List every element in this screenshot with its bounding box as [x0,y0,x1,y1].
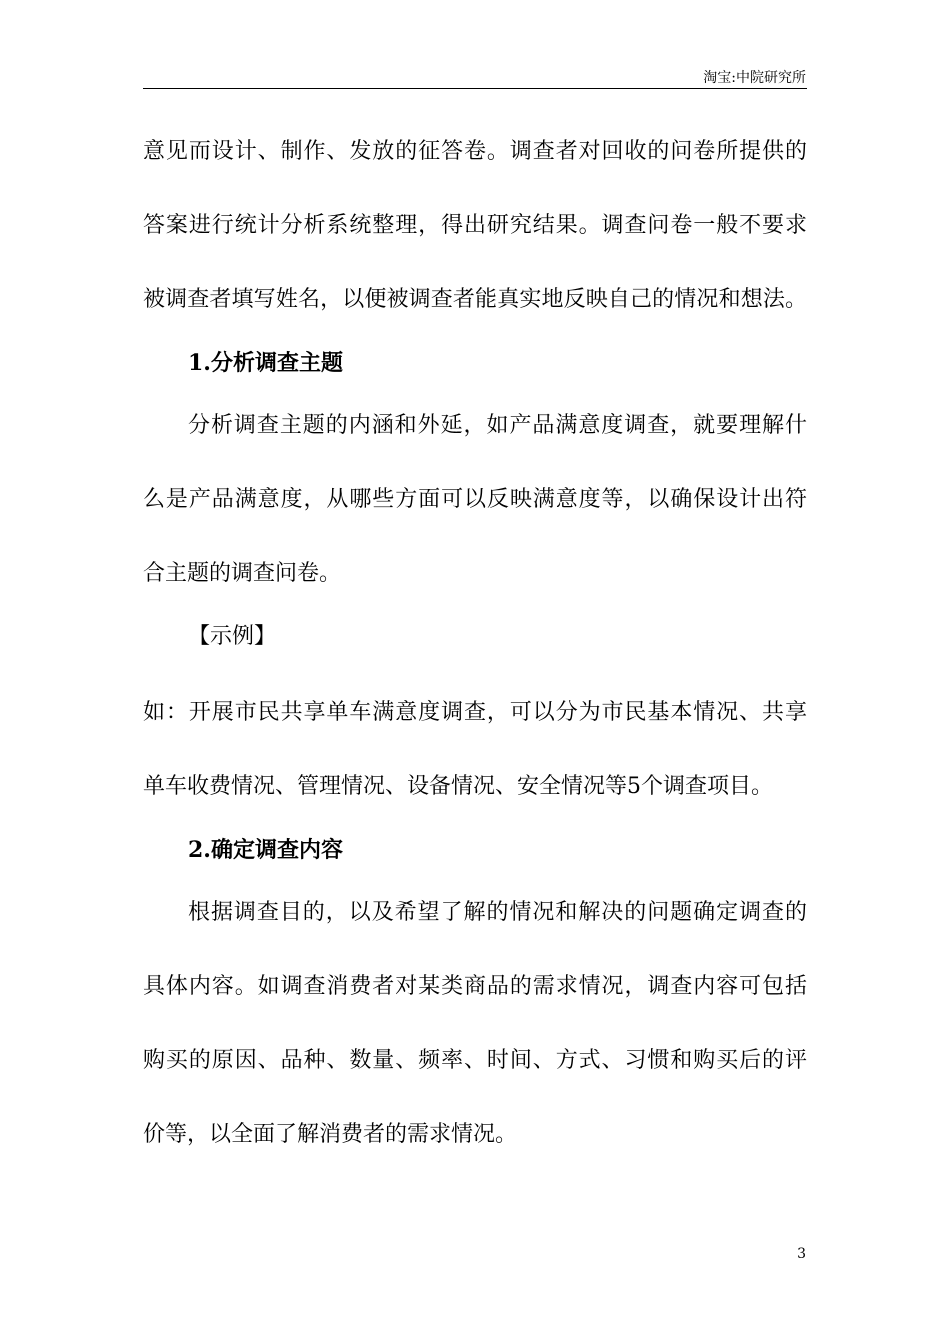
paragraph-line: 么是产品满意度，从哪些方面可以反映满意度等，以确保设计出符 [143,487,807,512]
paragraph-line: 合主题的调查问卷。 [143,561,342,586]
paragraph-line: 具体内容。如调查消费者对某类商品的需求情况，调查内容可包括 [143,974,807,999]
example-label: 【示例】 [188,624,277,649]
section-heading-1: 1.分析调查主题 [188,350,343,376]
paragraph-line: 如：开展市民共享单车满意度调查，可以分为市民基本情况、共享 [143,700,807,725]
header-divider [143,88,807,89]
paragraph-line: 价等，以全面了解消费者的需求情况。 [143,1122,518,1147]
section-heading-2: 2.确定调查内容 [188,837,343,863]
paragraph-line: 被调查者填写姓名，以便被调查者能真实地反映自己的情况和想法。 [143,287,807,312]
paragraph-line: 单车收费情况、管理情况、设备情况、安全情况等5个调查项目。 [143,774,773,799]
paragraph-line: 根据调查目的，以及希望了解的情况和解决的问题确定调查的 [188,900,807,925]
paragraph-line: 分析调查主题的内涵和外延，如产品满意度调查，就要理解什 [188,413,807,438]
header-text: 淘宝:中院研究所 [703,70,806,86]
paragraph-line: 意见而设计、制作、发放的征答卷。调查者对回收的问卷所提供的 [143,139,807,164]
page-number: 3 [797,1246,806,1262]
paragraph-line: 答案进行统计分析系统整理，得出研究结果。调查问卷一般不要求 [143,213,807,238]
paragraph-line: 购买的原因、品种、数量、频率、时间、方式、习惯和购买后的评 [143,1048,807,1073]
